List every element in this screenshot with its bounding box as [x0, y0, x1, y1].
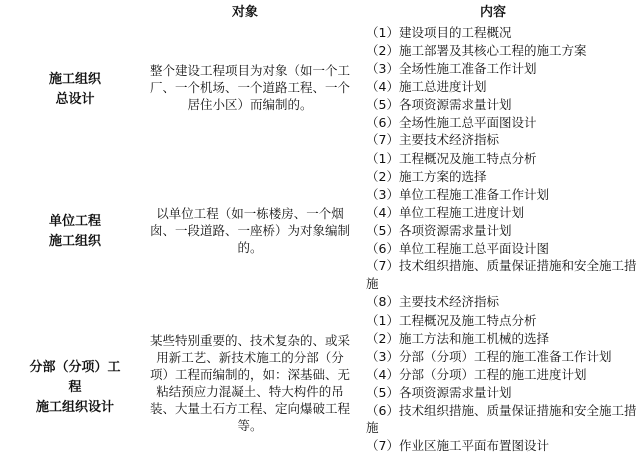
list-item: （6）单位工程施工总平面设计图	[366, 240, 549, 256]
list-item: （4）单位工程施工进度计划	[366, 204, 524, 220]
row-label-subdivision	[0, 358, 150, 418]
list-item: （6）全场性施工总平面图设计	[366, 114, 537, 130]
list-item: （6）技术组织措施、质量保证措施和安全施工措施	[366, 402, 637, 436]
list-item: （7）主要技术经济指标	[366, 132, 499, 148]
list-item: （7）作业区施工平面布置图设计	[366, 438, 549, 454]
list-item: （2）施工方法和施工机械的选择	[366, 330, 549, 346]
list-item: （3）全场性施工准备工作计划	[366, 60, 537, 76]
list-item: （2）施工方案的选择	[366, 168, 487, 184]
list-item: （3）分部（分项）工程的施工准备工作计划（4）分部（分项）工程的施工进度计划	[366, 348, 612, 382]
row-items-general-design	[366, 24, 638, 149]
list-item: （7）技术组织措施、质量保证措施和安全施工措施	[366, 258, 637, 292]
list-item: （5）各项资源需求量计划	[366, 96, 512, 112]
list-item: （8）主要技术经济指标	[366, 294, 499, 310]
row-description-subdivision: 某些特别重要的、技术复杂的、或采用新工艺、新技术施工的分部（分项）工程而编制的，如：深基础、无粘结预应力混凝土、特大构件的吊装、大量土石方工程、定向爆破工程等。	[150, 333, 351, 433]
list-item: （1）工程概况及施工特点分析	[366, 313, 537, 328]
list-item: （4）施工总进度计划	[366, 78, 487, 94]
list-item: （5）各项资源需求量计划	[366, 222, 512, 238]
list-item: （2）施工部署及其核心工程的施工方案	[366, 42, 587, 58]
row-label-unit-project	[0, 212, 150, 252]
row-label-line: 施工组织	[48, 234, 101, 249]
row-items-unit-project	[366, 150, 638, 311]
header-content: 内容	[480, 5, 507, 20]
row-label-line: 单位工程	[48, 214, 101, 229]
list-item: （1）建设项目的工程概况	[366, 25, 512, 40]
row-description-general-design: 整个建设工程项目为对象（如一个工厂、一个机场、一个道路工程、一个居住小区）而编制的。	[150, 63, 351, 112]
row-items-subdivision	[366, 312, 638, 455]
list-item: （5）各项资源需求量计划	[366, 384, 512, 400]
list-item: （3）单位工程施工准备工作计划	[366, 186, 549, 202]
row-label-line: 分部（分项）工	[29, 360, 121, 375]
row-description-unit-project: 以单位工程（如一栋楼房、一个烟囱、一段道路、一座桥）为对象编制的。	[150, 206, 351, 255]
row-label-line: 总设计	[55, 92, 95, 107]
list-item: （1）工程概况及施工特点分析	[366, 151, 537, 166]
row-label-line: 程	[68, 380, 82, 395]
header-object: 对象	[232, 5, 259, 20]
row-label-line: 施工组织设计	[35, 400, 114, 415]
row-label-line: 施工组织	[48, 72, 101, 87]
row-label-general-design	[0, 70, 150, 110]
